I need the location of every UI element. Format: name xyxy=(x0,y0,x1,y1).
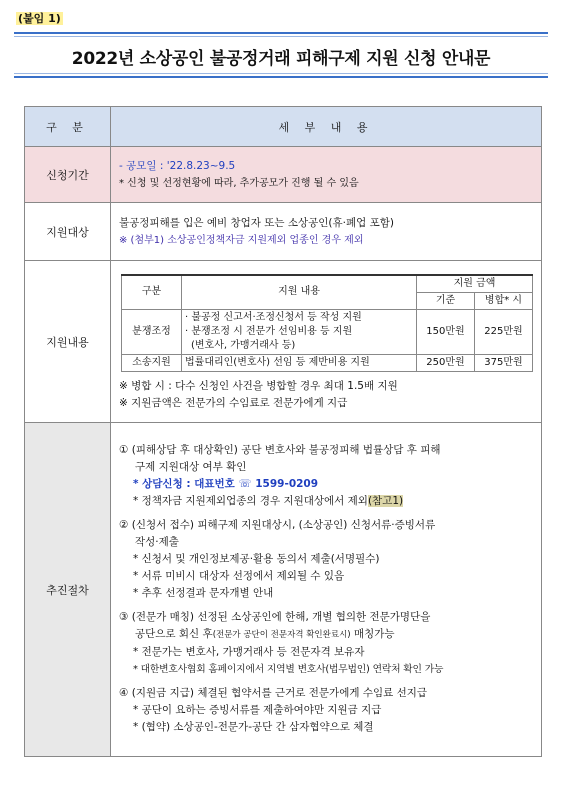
step-3-bullet: * 전문가는 변호사, 가맹거래사 등 전문자격 보유자 xyxy=(133,646,365,658)
row-merge-amount: 375만원 xyxy=(475,354,533,371)
row-content-line: (변호사, 가맹거래사 등) xyxy=(191,339,296,351)
period-label: 신청기간 xyxy=(25,147,111,203)
target-content xyxy=(111,203,542,261)
target-exclusion: ※ (첨부1) 소상공인정책자금 지원제외 업종인 경우 제외 xyxy=(119,234,364,246)
step-1-bullet: * 정책자금 지원제외업종의 경우 지원대상에서 제외(참고1) xyxy=(133,495,404,507)
step-3 xyxy=(119,609,533,678)
title-bar xyxy=(14,32,548,78)
row-content-line: · 분쟁조정 시 전문가 선임비용 등 지원 xyxy=(185,325,353,337)
step-2-line: 작성·제출 xyxy=(135,536,179,548)
step-2 xyxy=(119,517,533,602)
reference-1: (참고1) xyxy=(367,495,404,507)
step-1-line: 구제 지원대상 여부 확인 xyxy=(135,461,247,473)
row-base-amount: 150만원 xyxy=(417,309,475,354)
step-4 xyxy=(119,685,533,736)
support-label: 지원내용 xyxy=(25,261,111,423)
row-period xyxy=(25,147,542,203)
step-2-bullet: * 서류 미비시 대상자 선정에서 제외될 수 있음 xyxy=(133,570,345,582)
step-2-bullet: * 신청서 및 개인정보제공·활용 동의서 제출(서명필수) xyxy=(133,553,380,565)
step-1-line: ① (피해상담 후 대상확인) 공단 변호사와 불공정피해 법률상담 후 피해 xyxy=(119,444,441,456)
step-3-bullet: * 대한변호사협회 홈페이지에서 지역별 변호사(법무법인) 연락처 확인 가능 xyxy=(133,664,444,675)
step-4-line: ④ (지원금 지급) 체결된 협약서를 근거로 전문가에게 수임료 선지급 xyxy=(119,687,428,699)
row-base-amount: 250만원 xyxy=(417,354,475,371)
table-row xyxy=(122,309,533,354)
step-1 xyxy=(119,442,533,510)
row-procedure xyxy=(25,423,542,757)
table-header-row xyxy=(25,107,542,147)
support-content xyxy=(111,261,542,423)
support-amount-table xyxy=(121,274,533,372)
period-date: - 공모일 : '22.8.23~9.5 xyxy=(119,159,236,172)
procedure-content xyxy=(111,423,542,757)
row-type: 소송지원 xyxy=(122,354,182,371)
step-2-line: ② (신청서 접수) 피해구제 지원대상시, (소상공인) 신청서류·증빙서류 xyxy=(119,519,436,531)
table-row xyxy=(122,354,533,371)
header-category: 구 분 xyxy=(25,107,111,147)
page-title: 2022년 소상공인 불공정거래 피해구제 지원 신청 안내문 xyxy=(71,49,491,69)
row-content xyxy=(182,309,417,354)
header-details: 세 부 내 용 xyxy=(111,107,542,147)
step-3-line: 공단으로 회신 후(전문가 공단이 전문자격 확인완료시) 매칭가능 xyxy=(135,628,395,640)
period-content xyxy=(111,147,542,203)
inner-header-merge: 병합* 시 xyxy=(475,292,533,309)
attachment-label: (붙임 1) xyxy=(18,12,61,25)
step-2-bullet: * 추후 선정결과 문자개별 안내 xyxy=(133,587,274,599)
row-type: 분쟁조정 xyxy=(122,309,182,354)
support-note-merge: ※ 병합 시 : 다수 신청인 사건을 병합할 경우 최대 1.5배 지원 xyxy=(119,379,398,392)
step-3-line: ③ (전문가 매칭) 선정된 소상공인에 한해, 개별 협의한 전문가명단을 xyxy=(119,611,431,623)
step-4-bullet: * (협약) 소상공인-전문가-공단 간 삼자협약으로 체결 xyxy=(133,721,374,733)
target-label: 지원대상 xyxy=(25,203,111,261)
target-desc: 불공정피해를 입은 예비 창업자 또는 소상공인(휴·폐업 포함) xyxy=(119,216,394,229)
row-content-line: 법률대리인(변호사) 선임 등 제반비용 지원 xyxy=(182,354,417,371)
inner-header-content: 지원 내용 xyxy=(182,275,417,310)
row-merge-amount: 225만원 xyxy=(475,309,533,354)
inner-header-amount: 지원 금액 xyxy=(417,275,533,293)
row-content-line: · 불공정 신고서·조정신청서 등 작성 지원 xyxy=(185,311,362,323)
inner-header-base: 기준 xyxy=(417,292,475,309)
row-support xyxy=(25,261,542,423)
period-note: * 신청 및 선정현황에 따라, 추가공모가 진행 될 수 있음 xyxy=(119,177,359,189)
consult-phone: * 상담신청 : 대표번호 ☏ 1599-0209 xyxy=(133,478,319,490)
procedure-label: 추진절차 xyxy=(25,423,111,757)
step-4-bullet: * 공단이 요하는 증빙서류를 제출하여야만 지원금 지급 xyxy=(133,704,382,716)
row-target xyxy=(25,203,542,261)
info-table xyxy=(24,106,542,757)
inner-header-type: 구분 xyxy=(122,275,182,310)
support-note-payment: ※ 지원금액은 전문가의 수임료로 전문가에게 지급 xyxy=(119,396,348,409)
